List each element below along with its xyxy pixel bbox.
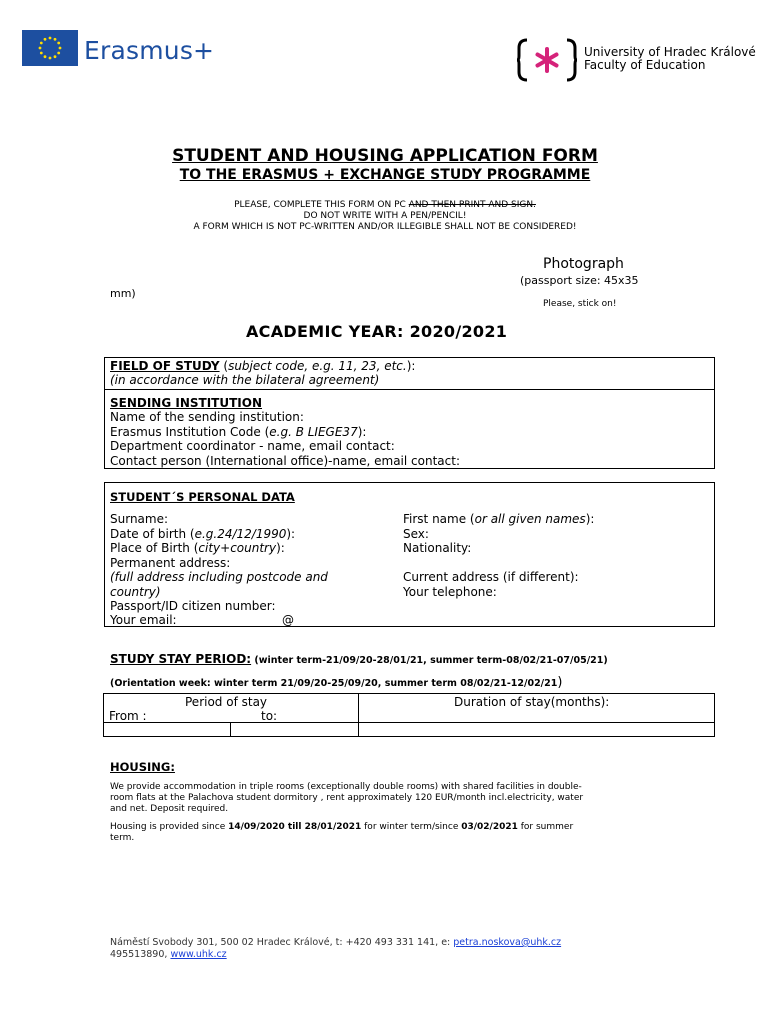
period-of-stay-header: Period of stay bbox=[185, 695, 268, 709]
orientation-week: (Orientation week: winter term 21/09/20-25/09/20, summer term 08/02/21-12/02/21 bbox=[110, 678, 558, 689]
orientation-line bbox=[110, 671, 562, 690]
footer-address: Náměstí Svobody 301, 500 02 Hradec Králové, t: +420 493 331 141, e: bbox=[110, 937, 454, 948]
contact-person-label: Contact person (International office)-name, email contact: bbox=[110, 453, 460, 468]
address-hint-1: (full address including postcode and bbox=[110, 570, 328, 584]
footer-line-2 bbox=[110, 949, 561, 961]
field-of-study-box[interactable] bbox=[104, 357, 715, 390]
notice-struck-text: AND THEN PRINT AND SIGN. bbox=[408, 200, 536, 210]
housing-heading: HOUSING: bbox=[110, 760, 175, 774]
current-address-label: Current address (if different): bbox=[403, 570, 579, 584]
housing-since: Housing is provided since bbox=[110, 822, 229, 832]
sending-institution-box[interactable] bbox=[104, 389, 715, 469]
footer-line-1 bbox=[110, 937, 561, 949]
housing-summer: for summer bbox=[517, 822, 574, 832]
housing-mid: for winter term/since bbox=[361, 822, 462, 832]
study-period-table bbox=[103, 693, 715, 737]
pob-prefix: Place of Birth ( bbox=[110, 541, 199, 555]
sex-label: Sex: bbox=[403, 526, 429, 541]
personal-data-box[interactable] bbox=[104, 482, 715, 627]
housing-p1-line1: We provide accommodation in triple rooms (exceptionally double rooms) with shared facilities in double- bbox=[110, 782, 582, 792]
study-stay-line bbox=[110, 648, 608, 667]
first-name-label bbox=[403, 512, 594, 527]
nationality-label: Nationality: bbox=[403, 541, 472, 555]
housing-p2-line2: term. bbox=[110, 833, 135, 843]
university-line-1: University of Hradec Králové bbox=[584, 45, 756, 59]
uhk-asterisk-icon bbox=[517, 36, 577, 84]
first-name-suffix: ): bbox=[585, 512, 595, 526]
hint-open: ( bbox=[219, 359, 229, 373]
field-of-study-heading: FIELD OF STUDY bbox=[110, 359, 220, 373]
housing-p1-line2: room flats at the Palachova student dormitory , rent approximately 120 EUR/month incl.electricity, water bbox=[110, 793, 584, 803]
university-line-2: Faculty of Education bbox=[584, 58, 706, 72]
erasmus-logo-text: Erasmus+ bbox=[84, 36, 215, 65]
to-label: to: bbox=[261, 709, 278, 723]
notice-line-2: DO NOT WRITE WITH A PEN/PENCIL! bbox=[303, 211, 467, 221]
sending-institution-name-label: Name of the sending institution: bbox=[110, 410, 304, 424]
housing-p2-line1 bbox=[110, 822, 573, 833]
study-stay-heading: STUDY STAY PERIOD: bbox=[110, 652, 252, 666]
pob-suffix: ): bbox=[276, 541, 285, 555]
housing-paragraph-2 bbox=[110, 822, 573, 844]
surname-label: Surname: bbox=[110, 512, 169, 526]
housing-winter-dates: 14/09/2020 till 28/01/2021 bbox=[228, 822, 362, 832]
from-input-cell[interactable] bbox=[104, 723, 231, 737]
photo-title: Photograph bbox=[543, 256, 624, 272]
duration-header: Duration of stay(months): bbox=[454, 695, 610, 709]
permanent-address-label: Permanent address: bbox=[110, 555, 231, 570]
dob-example: e.g.24/12/1990 bbox=[194, 526, 287, 541]
housing-p1-line3: and net. Deposit required. bbox=[110, 804, 229, 814]
erasmus-code-label bbox=[110, 425, 366, 440]
hint-close: ): bbox=[406, 359, 416, 373]
study-stay-terms: (winter term-21/09/20-28/01/21, summer term-08/02/21-07/05/21) bbox=[251, 655, 608, 666]
notice-line-3: A FORM WHICH IS NOT PC-WRITTEN AND/OR ILLEGIBLE SHALL NOT BE CONSIDERED! bbox=[193, 222, 577, 232]
orientation-close: ) bbox=[557, 675, 563, 690]
duration-input-cell[interactable] bbox=[359, 723, 715, 737]
code-suffix: ): bbox=[357, 424, 367, 439]
uhk-logo bbox=[517, 36, 577, 84]
duration-cell bbox=[359, 694, 715, 723]
personal-data-heading: STUDENT´S PERSONAL DATA bbox=[110, 490, 295, 504]
field-of-study-label bbox=[110, 359, 415, 374]
footer-email-link[interactable]: petra.noskova@uhk.cz bbox=[453, 937, 562, 948]
code-prefix: Erasmus Institution Code ( bbox=[110, 424, 270, 439]
code-example: e.g. B LIEGE37 bbox=[269, 424, 358, 439]
field-of-study-note: (in accordance with the bilateral agreement) bbox=[110, 373, 380, 387]
housing-summer-date: 03/02/2021 bbox=[461, 822, 518, 832]
period-of-stay-cell bbox=[104, 694, 359, 723]
university-name bbox=[584, 46, 756, 72]
eu-stars-icon bbox=[22, 30, 78, 66]
pob-example: city+country bbox=[198, 541, 277, 555]
dob-prefix: Date of birth ( bbox=[110, 526, 195, 541]
footer bbox=[110, 937, 561, 961]
eu-flag-logo bbox=[22, 30, 78, 66]
email-label: Your email: bbox=[110, 613, 177, 627]
field-of-study-hint: subject code, e.g. 11, 23, etc. bbox=[228, 359, 407, 373]
passport-label: Passport/ID citizen number: bbox=[110, 599, 276, 613]
first-name-hint: or all given names bbox=[474, 512, 586, 526]
footer-website-link[interactable]: www.uhk.cz bbox=[170, 949, 227, 960]
dob-suffix: ): bbox=[286, 526, 296, 541]
telephone-label: Your telephone: bbox=[403, 584, 497, 599]
form-title: STUDENT AND HOUSING APPLICATION FORM bbox=[172, 146, 598, 166]
photo-size: (passport size: 45x35 bbox=[520, 274, 639, 287]
department-coordinator-label: Department coordinator - name, email contact: bbox=[110, 439, 395, 453]
footer-phone: 495513890, bbox=[110, 949, 171, 960]
photo-size-unit: mm) bbox=[110, 287, 136, 300]
dob-label bbox=[110, 527, 295, 542]
photo-instruction: Please, stick on! bbox=[543, 299, 617, 309]
form-subtitle: TO THE ERASMUS + EXCHANGE STUDY PROGRAMME bbox=[179, 167, 591, 183]
sending-institution-heading: SENDING INSTITUTION bbox=[110, 396, 263, 410]
pob-label bbox=[110, 541, 285, 556]
notice-line-1 bbox=[0, 200, 770, 210]
first-name-prefix: First name ( bbox=[403, 512, 475, 526]
to-input-cell[interactable] bbox=[231, 723, 359, 737]
from-label: From : bbox=[109, 709, 147, 723]
housing-paragraph-1 bbox=[110, 782, 583, 815]
academic-year: ACADEMIC YEAR: 2020/2021 bbox=[246, 322, 508, 341]
email-at-sign: @ bbox=[282, 613, 294, 627]
address-hint-2: country) bbox=[110, 584, 161, 599]
notice-text: PLEASE, COMPLETE THIS FORM ON PC bbox=[234, 200, 409, 210]
